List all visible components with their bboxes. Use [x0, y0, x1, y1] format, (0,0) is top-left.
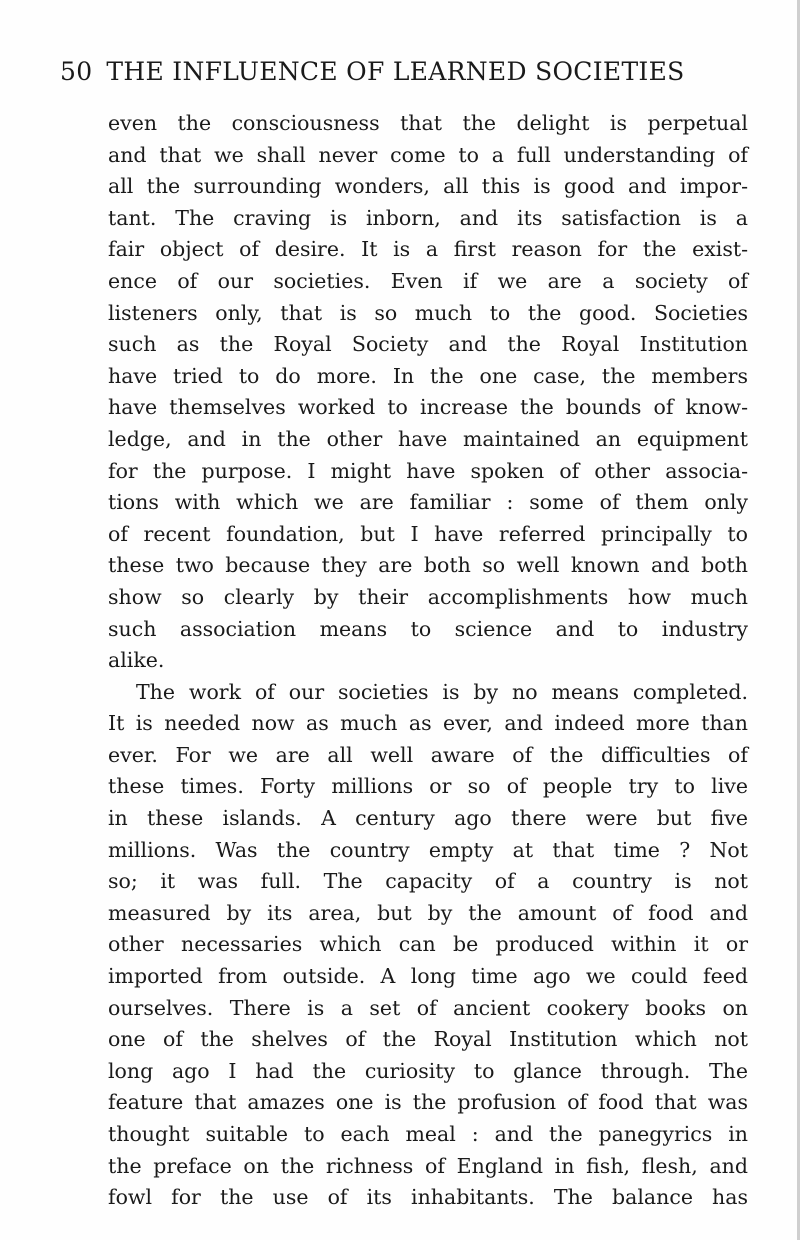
text-line: listeners only, that is so much to the good. Societies	[108, 300, 748, 325]
text-line: of recent foundation, but I have referred principally to	[108, 521, 748, 546]
page-number: 50	[60, 57, 93, 86]
text-line: tant. The craving is inborn, and its satisfaction is a	[108, 205, 748, 230]
text-line: such as the Royal Society and the Royal Institution	[108, 332, 748, 357]
text-line: one of the shelves of the Royal Institution which not	[108, 1027, 748, 1052]
text-line: tions with which we are familiar : some of them only	[108, 490, 748, 515]
text-line: have tried to do more. In the one case, the members	[108, 363, 748, 388]
text-line: millions. Was the country empty at that time ? Not	[108, 837, 748, 862]
running-title: THE INFLUENCE OF LEARNED SOCIETIES	[106, 57, 685, 86]
text-line: fair object of desire. It is a first reason for the exist-	[108, 237, 748, 262]
text-line: feature that amazes one is the profusion of food that was	[108, 1090, 748, 1115]
text-line: so; it was full. The capacity of a country is not	[108, 869, 748, 894]
text-line: ence of our societies. Even if we are a society of	[108, 268, 748, 293]
text-line: have themselves worked to increase the bounds of know-	[108, 395, 748, 420]
text-line: measured by its area, but by the amount of food and	[108, 900, 748, 925]
text-line: show so clearly by their accomplishments how much	[108, 584, 748, 609]
text-line: these times. Forty millions or so of people try to live	[108, 774, 748, 799]
text-line: these two because they are both so well known and both	[108, 553, 748, 578]
text-line: such association means to science and to industry	[108, 616, 748, 641]
text-line: and that we shall never come to a full understanding of	[108, 142, 748, 167]
text-line: even the consciousness that the delight is perpetual	[108, 111, 748, 135]
text-line: in these islands. A century ago there were but five	[108, 806, 748, 831]
text-line: ledge, and in the other have maintained an equipment	[108, 426, 748, 451]
text-line: other necessaries which can be produced within it or	[108, 932, 748, 957]
text-line: the preface on the richness of England in fish, flesh, and	[108, 1153, 748, 1178]
text-line: fowl for the use of its inhabitants. The balance has	[108, 1185, 748, 1210]
text-line: ourselves. There is a set of ancient cookery books on	[108, 995, 748, 1020]
text-line: for the purpose. I might have spoken of other associa-	[108, 458, 748, 483]
text-line: imported from outside. A long time ago we could feed	[108, 964, 748, 989]
text-line: It is needed now as much as ever, and indeed more than	[108, 711, 748, 736]
text-line: long ago I had the curiosity to glance through. The	[108, 1058, 748, 1083]
paragraph-end-line: alike.	[108, 648, 165, 673]
text-line: thought suitable to each meal : and the panegyrics in	[108, 1122, 748, 1146]
running-header	[60, 57, 750, 89]
text-line: ever. For we are all well aware of the difficulties of	[108, 742, 748, 767]
paragraph-start-line: The work of our societies is by no means completed.	[136, 679, 748, 704]
body-text	[108, 108, 748, 1214]
text-line: all the surrounding wonders, all this is good and impor-	[108, 174, 748, 199]
